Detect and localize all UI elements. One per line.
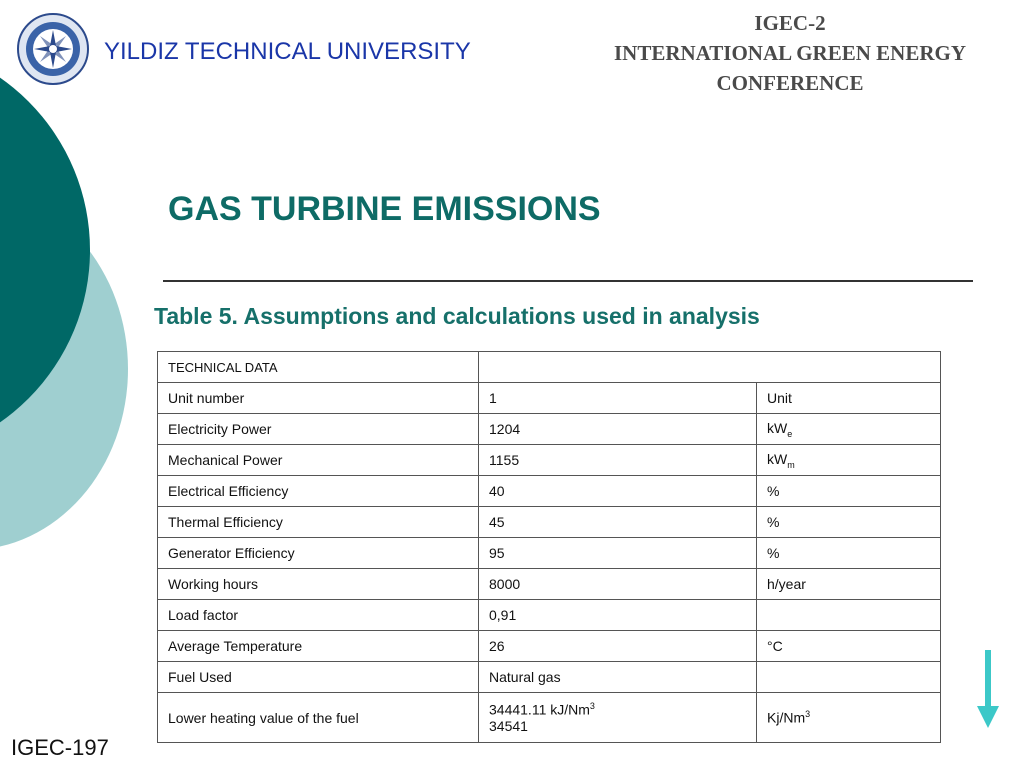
table-row — [158, 507, 941, 538]
row-label-cell: Average Temperature — [158, 631, 479, 662]
row-label-cell: Thermal Efficiency — [158, 507, 479, 538]
row-label-cell: Electricity Power — [158, 414, 479, 445]
row-unit-cell — [757, 600, 941, 631]
table-row — [158, 414, 941, 445]
row-label-cell: Working hours — [158, 569, 479, 600]
unit-text: kW — [767, 419, 788, 436]
row-label-cell: Electrical Efficiency — [158, 476, 479, 507]
table-header-empty-cell — [479, 352, 941, 383]
unit-text: % — [767, 483, 780, 499]
table-row — [158, 662, 941, 693]
row-value-cell: 8000 — [479, 569, 757, 600]
value-line-1-text: 34441.11 kJ/Nm — [489, 701, 590, 718]
unit-text: Unit — [767, 390, 792, 406]
row-value-cell — [479, 693, 757, 743]
value-line-2: 34541 — [489, 717, 528, 734]
row-value-cell: Natural gas — [479, 662, 757, 693]
value-line-1 — [489, 701, 746, 718]
row-label-cell: Mechanical Power — [158, 445, 479, 476]
table-row — [158, 445, 941, 476]
table-row — [158, 476, 941, 507]
table-row — [158, 693, 941, 743]
conference-name-line2: CONFERENCE — [716, 71, 864, 95]
unit-subscript: e — [787, 428, 793, 439]
down-arrow-icon[interactable] — [974, 648, 1002, 730]
row-value-cell: 1 — [479, 383, 757, 414]
value-line-1-sup: 3 — [589, 701, 595, 712]
unit-text: Kj/Nm — [767, 709, 806, 726]
table-row — [158, 569, 941, 600]
slide-footer-label: IGEC-197 — [11, 735, 109, 760]
table-header-row — [158, 352, 941, 383]
row-label-cell: Load factor — [158, 600, 479, 631]
row-label-cell: Fuel Used — [158, 662, 479, 693]
row-unit-cell — [757, 383, 941, 414]
conference-title — [560, 8, 1020, 98]
unit-text: kW — [767, 450, 788, 467]
row-unit-cell — [757, 538, 941, 569]
row-unit-cell — [757, 662, 941, 693]
table-caption: Table 5. Assumptions and calculations used in analysis — [154, 303, 760, 329]
row-unit-cell — [757, 631, 941, 662]
row-label-cell: Generator Efficiency — [158, 538, 479, 569]
table-row — [158, 631, 941, 662]
table-row — [158, 383, 941, 414]
technical-data-table — [157, 351, 941, 743]
row-unit-cell — [757, 693, 941, 743]
table-header-cell: TECHNICAL DATA — [158, 352, 479, 383]
row-value-cell: 1155 — [479, 445, 757, 476]
row-value-cell: 0,91 — [479, 600, 757, 631]
row-label-cell: Unit number — [158, 383, 479, 414]
conference-name-line1: INTERNATIONAL GREEN ENERGY — [613, 41, 966, 65]
conference-code: IGEC-2 — [754, 11, 826, 35]
row-unit-cell — [757, 445, 941, 476]
row-label-cell: Lower heating value of the fuel — [158, 693, 479, 743]
unit-subscript: m — [787, 459, 795, 470]
row-unit-cell — [757, 569, 941, 600]
row-value-cell: 45 — [479, 507, 757, 538]
unit-superscript: 3 — [805, 709, 811, 720]
university-name: YILDIZ TECHNICAL UNIVERSITY — [104, 38, 471, 65]
row-unit-cell — [757, 414, 941, 445]
unit-text: % — [767, 514, 780, 530]
unit-text: °C — [767, 638, 783, 654]
row-value-cell: 40 — [479, 476, 757, 507]
row-value-cell: 1204 — [479, 414, 757, 445]
table-row — [158, 538, 941, 569]
title-divider — [163, 280, 973, 282]
table-row — [158, 600, 941, 631]
row-value-cell: 95 — [479, 538, 757, 569]
row-value-cell: 26 — [479, 631, 757, 662]
slide-title: GAS TURBINE EMISSIONS — [168, 190, 601, 228]
row-unit-cell — [757, 476, 941, 507]
row-unit-cell — [757, 507, 941, 538]
university-seal-icon — [16, 12, 90, 86]
unit-text: % — [767, 545, 780, 561]
unit-text: h/year — [767, 576, 806, 592]
